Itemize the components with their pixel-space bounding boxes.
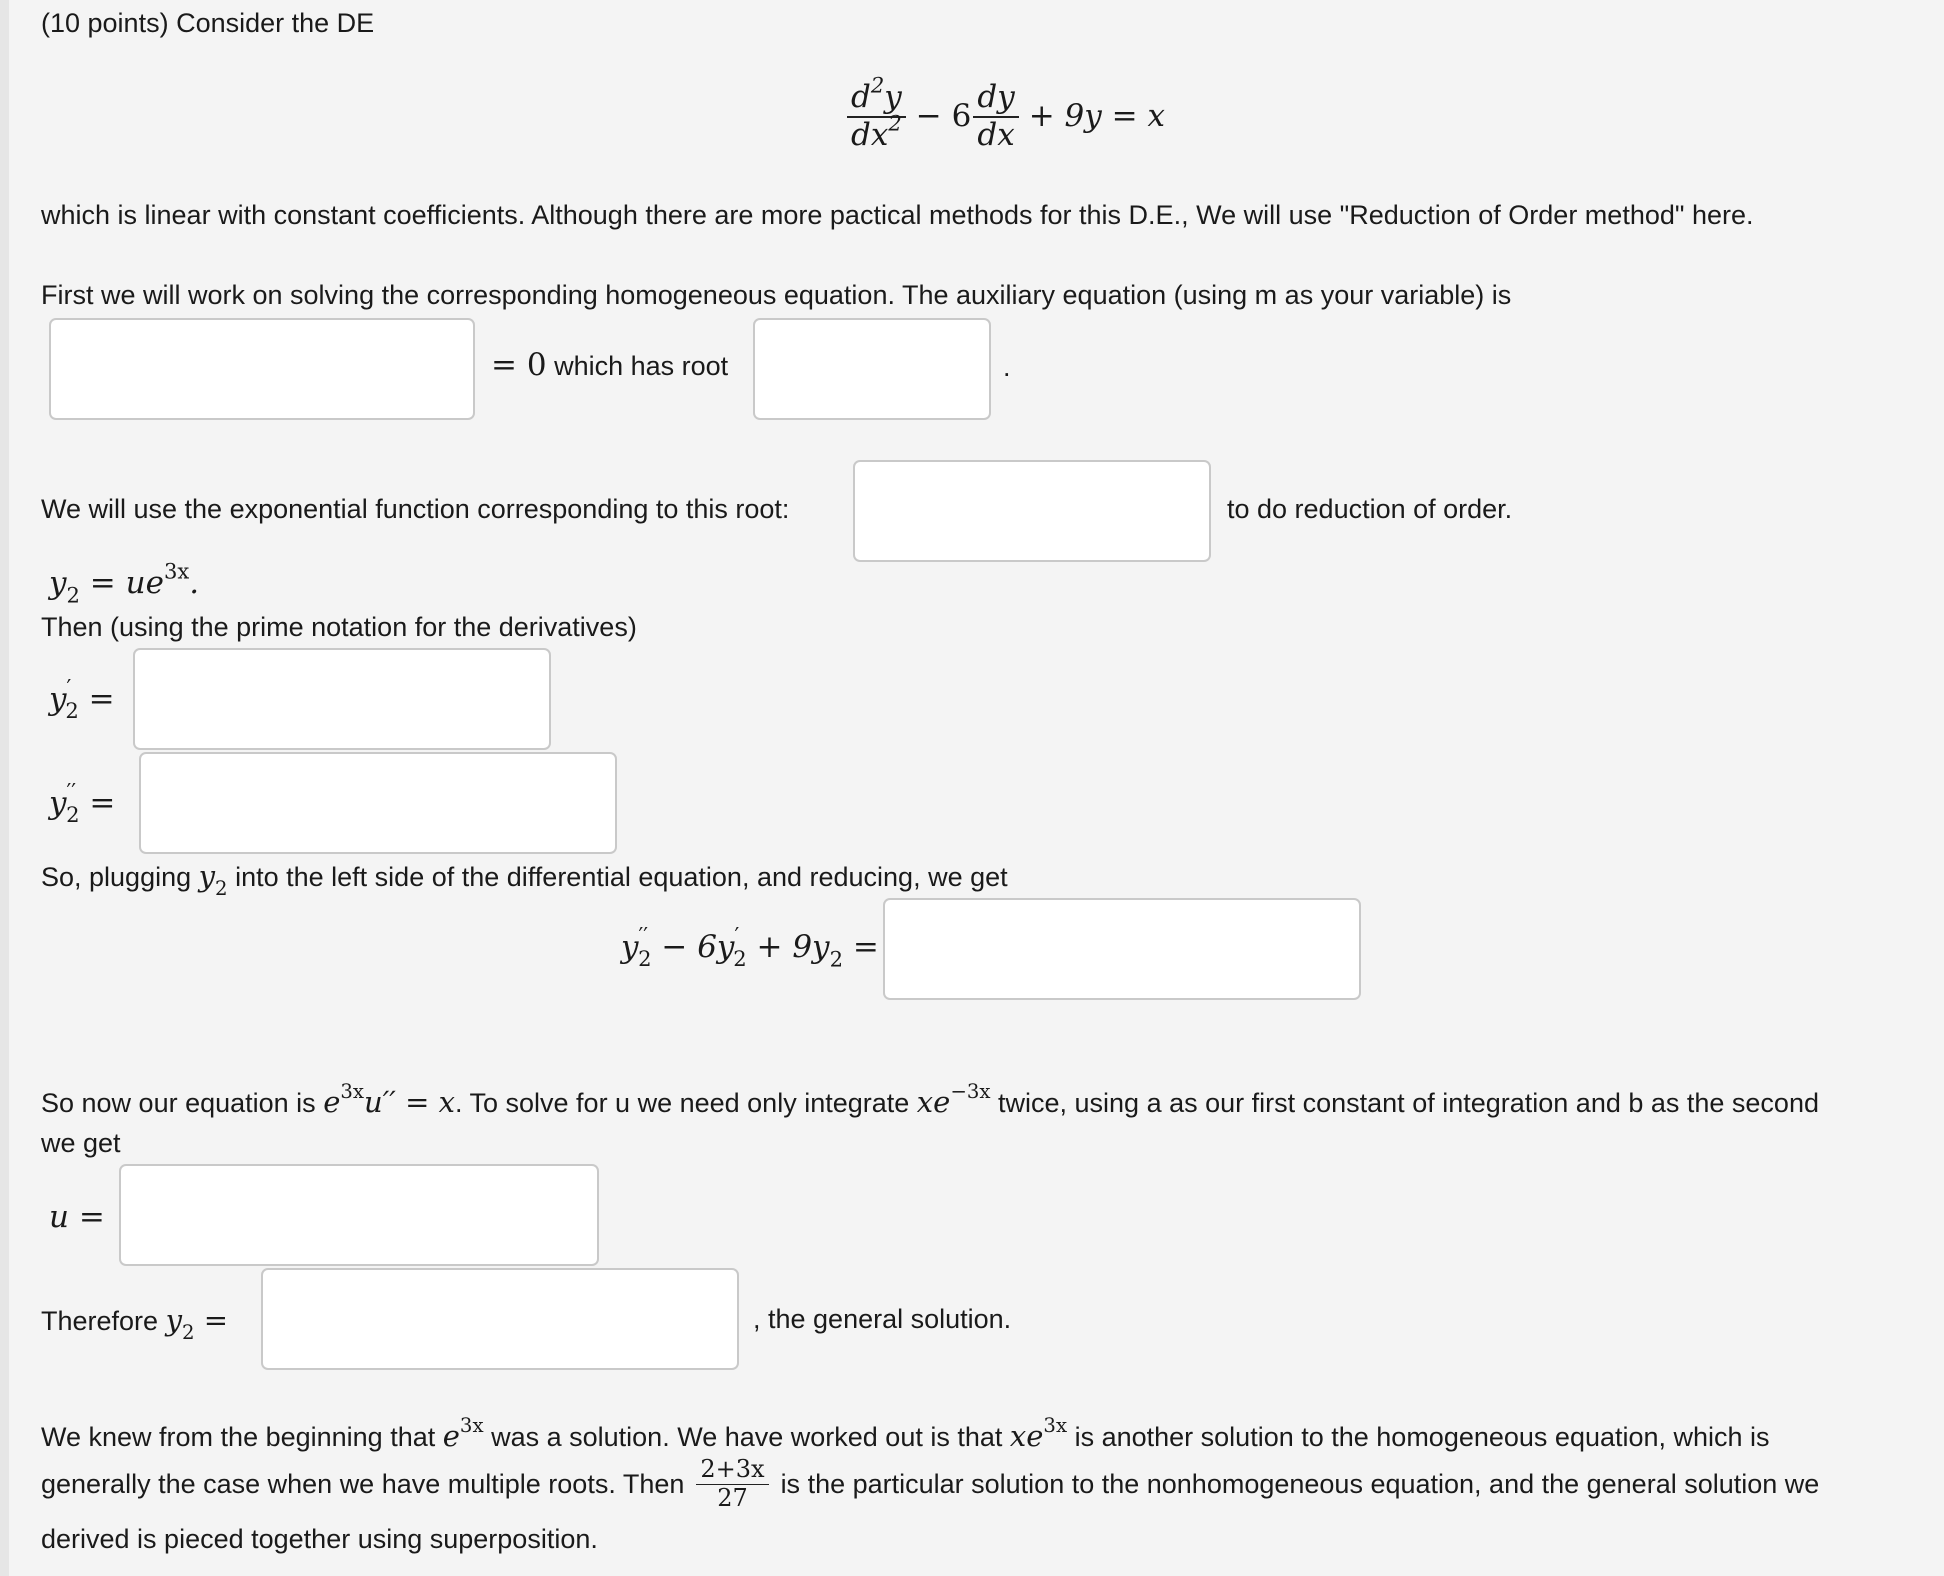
prime-notation-note: Then (using the prime notation for the derivatives)	[41, 612, 637, 642]
dy-dx-fraction: $\frac{dy}{dx}$	[973, 80, 1018, 153]
y2-prime-input[interactable]	[133, 648, 551, 750]
d2y-dx2-fraction: $\frac{d^2y}{dx^2}$	[847, 80, 906, 153]
y2-double-prime-label: $y''_2$ =	[49, 778, 116, 828]
exp-function-intro: We will use the exponential function corresponding to this root:	[41, 494, 790, 524]
aux-equation-input[interactable]	[49, 318, 475, 420]
we-get-label: we get	[41, 1128, 121, 1158]
plugging-note: So, plugging $y_2$ into the left side of the differential equation, and reducing, we get	[41, 859, 1008, 900]
general-solution-input[interactable]	[261, 1268, 739, 1370]
lhs-expression: $y''_2 - 6y'_2 + 9y_2$ =	[621, 922, 879, 972]
therefore-label: Therefore $y_2$ =	[41, 1303, 229, 1344]
lhs-result-input[interactable]	[883, 898, 1361, 1000]
y2-definition: $y_2 = ue^{3x}$.	[49, 558, 200, 608]
conclusion-line-2: generally the case when we have multiple roots. Then $\frac{2+3x}{27}$ is the particular solution to the nonhomogeneous equation, and the general solution we	[41, 1455, 1820, 1512]
conclusion-line-1: We knew from the beginning that $e^{3x}$ was a solution. We have worked out is that $xe^{3x}$ is another solution to the homogeneous equation, which is	[41, 1414, 1770, 1453]
root-period: .	[1003, 352, 1011, 382]
linear-note: which is linear with constant coefficients. Although there are more pactical methods for this D.E., We will use "Reduction of Order method" here.	[41, 200, 1754, 230]
homogeneous-intro: First we will work on solving the corresponding homogeneous equation. The auxiliary equation (using m as your variable) is	[41, 280, 1512, 310]
conclusion-line-3: derived is pieced together using superposition.	[41, 1524, 598, 1554]
problem-intro: (10 points) Consider the DE	[41, 8, 375, 38]
particular-solution-fraction: $\frac{2+3x}{27}$	[696, 1456, 768, 1512]
general-solution-note: , the general solution.	[753, 1304, 1012, 1334]
y2-double-prime-input[interactable]	[139, 752, 617, 854]
differential-equation: $\frac{d^2y}{dx^2}$ − 6 $\frac{dy}{dx}$ + 9y = x	[847, 80, 1165, 153]
u-solution-input[interactable]	[119, 1164, 599, 1266]
equals-zero-label: = 0 which has root	[491, 347, 729, 383]
exp-function-input[interactable]	[853, 460, 1211, 562]
y2-prime-label: $y'_2$ =	[49, 674, 115, 724]
u-label: u =	[49, 1199, 105, 1235]
reduction-note: to do reduction of order.	[1227, 494, 1513, 524]
integration-note: So now our equation is $e^{3x}u'' = x$. To solve for u we need only integrate $xe^{-3x}$ twice, using a as our first constant of integration and b as the second	[41, 1080, 1819, 1119]
root-input[interactable]	[753, 318, 991, 420]
